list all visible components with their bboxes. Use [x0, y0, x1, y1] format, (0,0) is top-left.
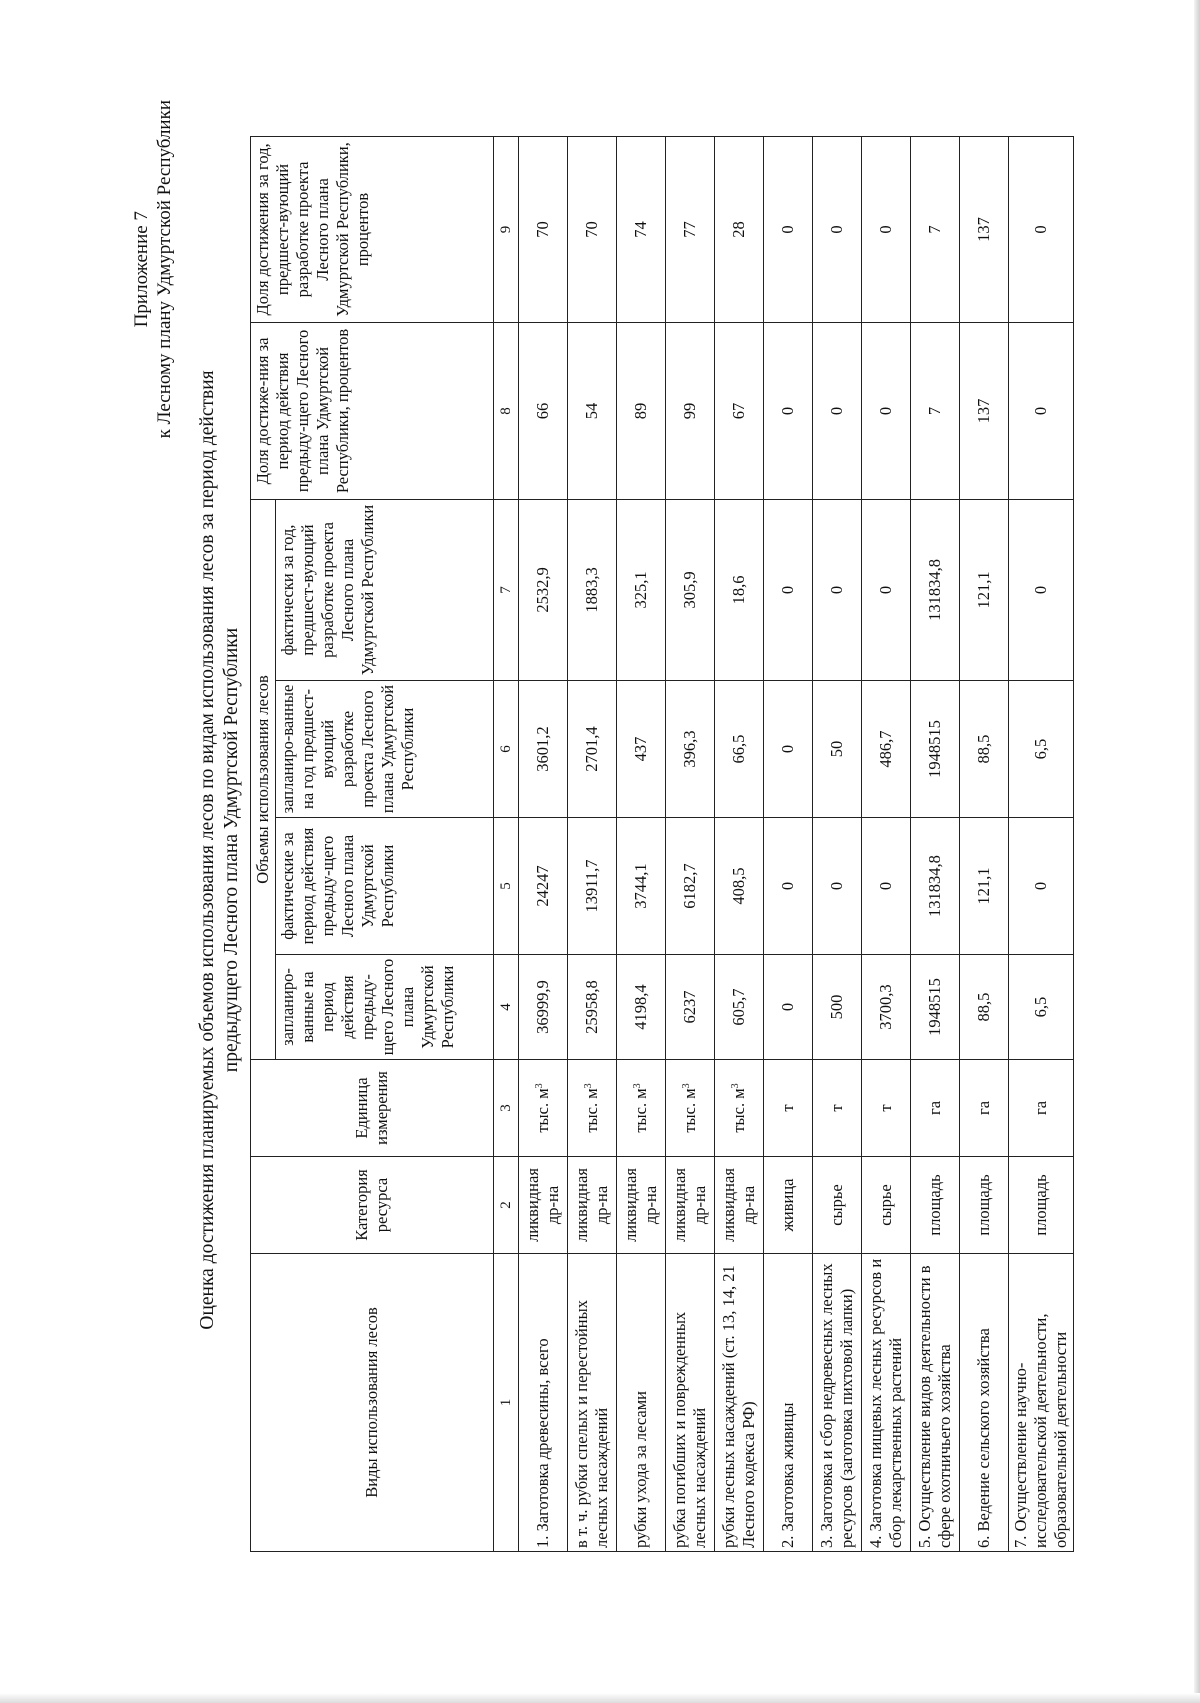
row-actual-period: 408,5	[715, 818, 764, 955]
row-share-period: 0	[813, 322, 862, 499]
header-actual-period: фактические за период действия предыду-щего Лесного плана Удмуртской Республики	[276, 818, 494, 955]
row-actual-year: 18,6	[715, 499, 764, 680]
unit-text: га	[1031, 1100, 1050, 1116]
row-activity-name: 2. Заготовка живицы	[764, 1254, 813, 1552]
scan-edge	[1194, 0, 1200, 1703]
row-planned-year: 437	[617, 681, 666, 818]
column-number: 9	[494, 136, 519, 322]
row-planned-period: 6,5	[1009, 955, 1074, 1060]
unit-text: га	[974, 1100, 993, 1116]
row-resource-category: сырье	[862, 1157, 911, 1254]
row-activity-name: рубка погибших и поврежденных лесных насаждений	[666, 1254, 715, 1552]
row-activity-name: рубки лесных насаждений (ст. 13, 14, 21 Лесного кодекса РФ)	[715, 1254, 764, 1552]
row-resource-category: ликвидная др-на	[617, 1157, 666, 1254]
row-planned-year: 66,5	[715, 681, 764, 818]
row-resource-category: площадь	[1009, 1157, 1074, 1254]
appendix-header	[130, 100, 176, 438]
row-planned-year: 2701,4	[568, 681, 617, 818]
column-number: 4	[494, 955, 519, 1060]
row-planned-year: 3601,2	[519, 681, 568, 818]
row-actual-year: 1883,3	[568, 499, 617, 680]
row-planned-year: 88,5	[960, 681, 1009, 818]
header-share-year: Доля достижения за год, предшест-вующий разработке проекта Лесного плана Удмуртской Республики, процентов	[251, 136, 494, 322]
row-resource-category: ликвидная др-на	[715, 1157, 764, 1254]
row-actual-year: 325,1	[617, 499, 666, 680]
unit-text: тыс. м	[631, 1088, 650, 1133]
row-share-year: 7	[911, 136, 960, 322]
row-actual-year: 305,9	[666, 499, 715, 680]
scan-edge	[0, 1693, 1200, 1703]
column-number: 1	[494, 1254, 519, 1552]
unit-superscript: 3	[583, 1083, 594, 1089]
unit-text: тыс. м	[533, 1088, 552, 1133]
row-share-year: 137	[960, 136, 1009, 322]
row-actual-period: 6182,7	[666, 818, 715, 955]
unit-superscript: 3	[730, 1083, 741, 1089]
header-planned-year: запланиро-ванные на год предшест-вующий разработке проекта Лесного плана Удмуртской Республики	[276, 681, 494, 818]
row-unit	[862, 1060, 911, 1157]
row-planned-year: 6,5	[1009, 681, 1074, 818]
row-unit	[715, 1060, 764, 1157]
unit-text: т	[778, 1104, 797, 1112]
row-activity-name: 3. Заготовка и сбор недревесных лесных ресурсов (заготовка пихтовой лапки)	[813, 1254, 862, 1552]
row-planned-year: 50	[813, 681, 862, 818]
row-planned-period: 36999,9	[519, 955, 568, 1060]
unit-text: тыс. м	[582, 1088, 601, 1133]
row-share-year: 0	[764, 136, 813, 322]
unit-text: т	[876, 1104, 895, 1112]
row-planned-period: 0	[764, 955, 813, 1060]
row-share-year: 0	[862, 136, 911, 322]
row-actual-period: 24247	[519, 818, 568, 955]
row-unit	[813, 1060, 862, 1157]
row-activity-name: рубки ухода за лесами	[617, 1254, 666, 1552]
row-planned-year: 0	[764, 681, 813, 818]
table-row	[911, 136, 960, 1551]
unit-text: тыс. м	[729, 1088, 748, 1133]
appendix-reference: к Лесному плану Удмуртской Республики	[154, 100, 175, 439]
row-share-year: 77	[666, 136, 715, 322]
table-row	[1009, 136, 1074, 1551]
row-actual-period: 0	[813, 818, 862, 955]
row-unit	[960, 1060, 1009, 1157]
row-share-period: 0	[862, 322, 911, 499]
table-row	[617, 136, 666, 1551]
row-unit	[519, 1060, 568, 1157]
row-share-period: 0	[764, 322, 813, 499]
row-share-year: 70	[568, 136, 617, 322]
column-number: 8	[494, 322, 519, 499]
header-usage-volumes: Объемы использования лесов	[251, 499, 276, 1059]
unit-superscript: 3	[534, 1083, 545, 1089]
row-unit	[666, 1060, 715, 1157]
row-share-year: 0	[813, 136, 862, 322]
row-actual-year: 0	[1009, 499, 1074, 680]
row-resource-category: площадь	[960, 1157, 1009, 1254]
rotated-page	[130, 100, 1190, 1600]
row-actual-year: 131834,8	[911, 499, 960, 680]
row-unit	[911, 1060, 960, 1157]
row-resource-category: площадь	[911, 1157, 960, 1254]
row-planned-year: 486,7	[862, 681, 911, 818]
header-planned-period: запланиро-ванные на период действия предыду-щего Лесного плана Удмуртской Республики	[276, 955, 494, 1060]
document-title-line-2: предыдущего Лесного плана Удмуртской Республики	[221, 627, 242, 1073]
row-planned-period: 6237	[666, 955, 715, 1060]
header-unit: Единица измерения	[251, 1060, 494, 1157]
row-activity-name: 4. Заготовка пищевых лесных ресурсов и сбор лекарственных растений	[862, 1254, 911, 1552]
row-unit	[617, 1060, 666, 1157]
table-row	[960, 136, 1009, 1551]
row-unit	[1009, 1060, 1074, 1157]
row-actual-period: 0	[862, 818, 911, 955]
row-unit	[764, 1060, 813, 1157]
row-planned-period: 88,5	[960, 955, 1009, 1060]
row-resource-category: ликвидная др-на	[568, 1157, 617, 1254]
row-activity-name: 7. Осуществление научно-исследовательской деятельности, образовательной деятельности	[1009, 1254, 1074, 1552]
row-planned-period: 3700,3	[862, 955, 911, 1060]
row-actual-period: 3744,1	[617, 818, 666, 955]
row-planned-period: 25958,8	[568, 955, 617, 1060]
row-actual-period: 121,1	[960, 818, 1009, 955]
row-actual-year: 121,1	[960, 499, 1009, 680]
header-resource-category: Категория ресурса	[251, 1157, 494, 1254]
row-resource-category: сырье	[813, 1157, 862, 1254]
row-planned-period: 4198,4	[617, 955, 666, 1060]
row-actual-year: 2532,9	[519, 499, 568, 680]
column-number: 5	[494, 818, 519, 955]
row-resource-category: ликвидная др-на	[519, 1157, 568, 1254]
unit-superscript: 3	[632, 1083, 643, 1089]
column-number: 3	[494, 1060, 519, 1157]
table-row	[568, 136, 617, 1551]
row-share-period: 0	[1009, 322, 1074, 499]
forest-use-table	[250, 136, 1074, 1552]
column-number: 7	[494, 499, 519, 680]
row-share-period: 89	[617, 322, 666, 499]
header-forest-use-types: Виды использования лесов	[251, 1254, 494, 1552]
row-share-period: 137	[960, 322, 1009, 499]
unit-superscript: 3	[681, 1083, 692, 1089]
table-row	[519, 136, 568, 1551]
table-row	[666, 136, 715, 1551]
row-share-year: 0	[1009, 136, 1074, 322]
table-row	[715, 136, 764, 1551]
column-number: 6	[494, 681, 519, 818]
row-share-period: 67	[715, 322, 764, 499]
row-share-period: 7	[911, 322, 960, 499]
header-row	[251, 136, 276, 1551]
row-planned-period: 500	[813, 955, 862, 1060]
row-planned-year: 396,3	[666, 681, 715, 818]
row-resource-category: живица	[764, 1157, 813, 1254]
unit-text: га	[925, 1100, 944, 1116]
appendix-number: Приложение 7	[131, 211, 152, 328]
table-row	[862, 136, 911, 1551]
row-actual-year: 0	[764, 499, 813, 680]
row-actual-period: 13911,7	[568, 818, 617, 955]
row-actual-period: 0	[1009, 818, 1074, 955]
table-row	[813, 136, 862, 1551]
row-share-year: 74	[617, 136, 666, 322]
row-activity-name: в т. ч. рубки спелых и перестойных лесных насаждений	[568, 1254, 617, 1552]
row-share-period: 99	[666, 322, 715, 499]
document-title	[196, 100, 244, 1600]
row-actual-year: 0	[862, 499, 911, 680]
row-activity-name: 1. Заготовка древесины, всего	[519, 1254, 568, 1552]
row-activity-name: 5. Осуществление видов деятельности в сфере охотничьего хозяйства	[911, 1254, 960, 1552]
row-share-period: 66	[519, 322, 568, 499]
header-share-period: Доля достиже-ния за период действия предыду-щего Лесного плана Удмуртской Республики, процентов	[251, 322, 494, 499]
header-actual-year: фактически за год, предшест-вующий разработке проекта Лесного плана Удмуртской Республики	[276, 499, 494, 680]
unit-text: тыс. м	[680, 1088, 699, 1133]
row-activity-name: 6. Ведение сельского хозяйства	[960, 1254, 1009, 1552]
row-share-period: 54	[568, 322, 617, 499]
document-title-line-1: Оценка достижения планируемых объемов использования лесов по видам использования лесов за период действия	[197, 370, 218, 1330]
table-body	[519, 136, 1074, 1551]
row-actual-period: 131834,8	[911, 818, 960, 955]
row-unit	[568, 1060, 617, 1157]
row-share-year: 28	[715, 136, 764, 322]
column-number-row	[494, 136, 519, 1551]
row-actual-period: 0	[764, 818, 813, 955]
unit-text: т	[827, 1104, 846, 1112]
row-actual-year: 0	[813, 499, 862, 680]
row-resource-category: ликвидная др-на	[666, 1157, 715, 1254]
table-row	[764, 136, 813, 1551]
row-planned-year: 1948515	[911, 681, 960, 818]
column-number: 2	[494, 1157, 519, 1254]
row-planned-period: 605,7	[715, 955, 764, 1060]
row-planned-period: 1948515	[911, 955, 960, 1060]
row-share-year: 70	[519, 136, 568, 322]
